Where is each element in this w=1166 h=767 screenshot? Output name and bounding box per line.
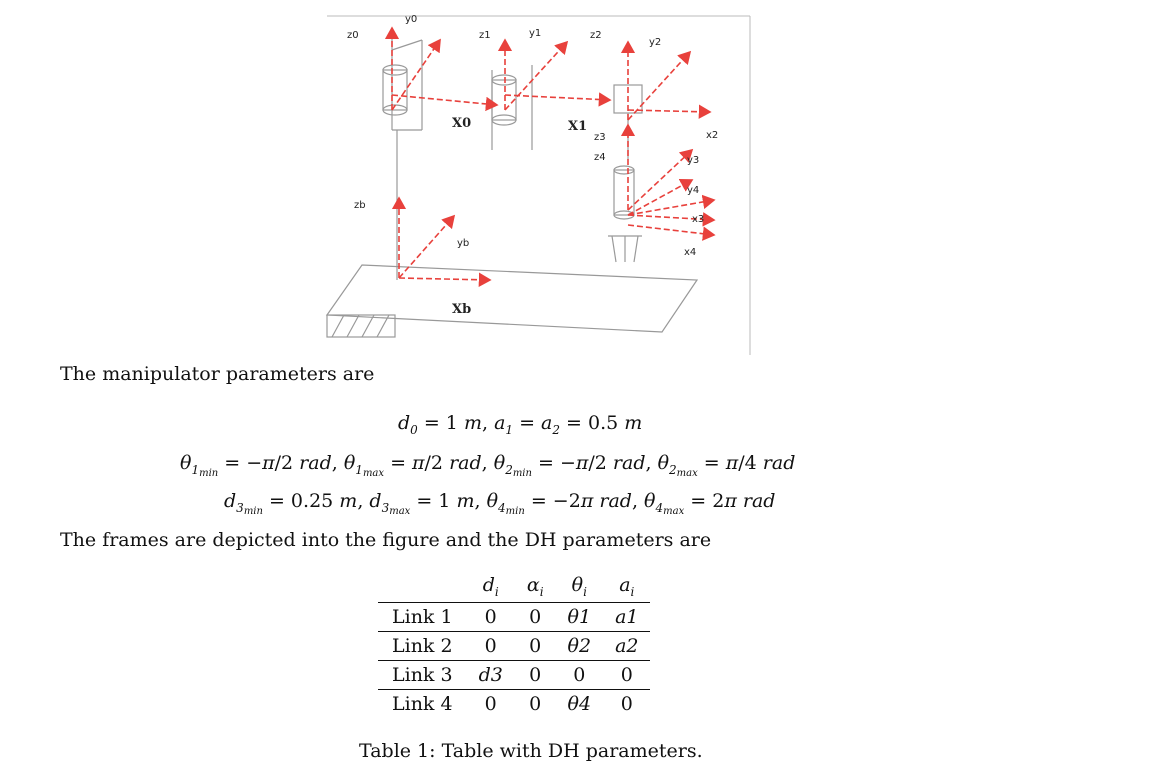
table-cell-d: 0	[467, 603, 515, 632]
label-z3: z3	[594, 132, 606, 143]
table-cell-alpha: 0	[515, 661, 556, 690]
equation-line-2: $\theta_{1_{min}} = -\pi/2$ rad, $\theta_{1_{max}} = \pi/2$ rad, $\theta_{2_{min}} = -\pi/2$ rad, $\theta_{2_{max}} = \pi/4$ rad	[180, 452, 796, 479]
table-cell-theta: θ1	[556, 603, 604, 632]
table-cell-a: a2	[603, 632, 650, 661]
label-y3: y3	[687, 155, 700, 166]
table-cell-link: Link 2	[378, 632, 467, 661]
table-cell-link: Link 4	[378, 690, 467, 719]
table-header-row	[378, 570, 650, 603]
label-y1: y1	[529, 28, 542, 39]
table-cell-a: 0	[603, 661, 650, 690]
table-row	[378, 603, 650, 632]
table-row	[378, 661, 650, 690]
table-cell-link: Link 1	[378, 603, 467, 632]
table-cell-alpha: 0	[515, 632, 556, 661]
table-cell-d: 0	[467, 690, 515, 719]
label-y4: y4	[687, 185, 700, 196]
label-zb: zb	[354, 200, 366, 211]
label-y0: y0	[405, 14, 418, 25]
equation-line-3: $d_{3_{min}} = 0.25$ m, $d_{3_{max}} = 1$ m, $\theta_{4_{min}} = -2\pi$ rad, $\theta_{4_{max}} = 2\pi$ rad	[224, 490, 776, 517]
table-cell-a: a1	[603, 603, 650, 632]
table-caption: Table 1: Table with DH parameters.	[359, 740, 703, 762]
label-x2: x2	[706, 130, 719, 141]
table-cell-d: d3	[467, 661, 515, 690]
equation-line-1: $d_0 = 1$ m, $a_1 = a_2 = 0.5$ m	[398, 412, 643, 437]
table-cell-a: 0	[603, 690, 650, 719]
label-y2: y2	[649, 37, 662, 48]
table-cell-theta: θ4	[556, 690, 604, 719]
table-cell-alpha: 0	[515, 690, 556, 719]
label-x4: x4	[684, 247, 697, 258]
header-ai: $a_i$	[619, 573, 635, 599]
table-cell-theta: 0	[556, 661, 604, 690]
manipulator-figure	[292, 10, 752, 355]
table-row	[378, 632, 650, 661]
frames-sentence: The frames are depicted into the figure and the DH parameters are	[60, 529, 712, 551]
label-z2: z2	[590, 30, 602, 41]
base-slab	[327, 265, 697, 337]
label-x3: x3	[692, 214, 705, 225]
label-z4: z4	[594, 152, 606, 163]
label-x1: X1	[568, 119, 588, 134]
header-di: $d_i$	[482, 573, 499, 599]
table-cell-theta: θ2	[556, 632, 604, 661]
table-row	[378, 690, 650, 719]
label-z1: z1	[479, 30, 491, 41]
header-theta: $\theta_i$	[571, 573, 587, 599]
table-cell-link: Link 3	[378, 661, 467, 690]
label-z0: z0	[347, 30, 359, 41]
label-xb: Xb	[452, 302, 472, 317]
header-alpha: $\alpha_i$	[526, 573, 544, 599]
label-x0: X0	[452, 116, 472, 131]
header-blank	[378, 570, 467, 603]
table-cell-alpha: 0	[515, 603, 556, 632]
table-cell-d: 0	[467, 632, 515, 661]
label-yb: yb	[457, 238, 470, 249]
dh-parameter-table	[378, 570, 650, 718]
intro-sentence: The manipulator parameters are	[60, 363, 375, 385]
